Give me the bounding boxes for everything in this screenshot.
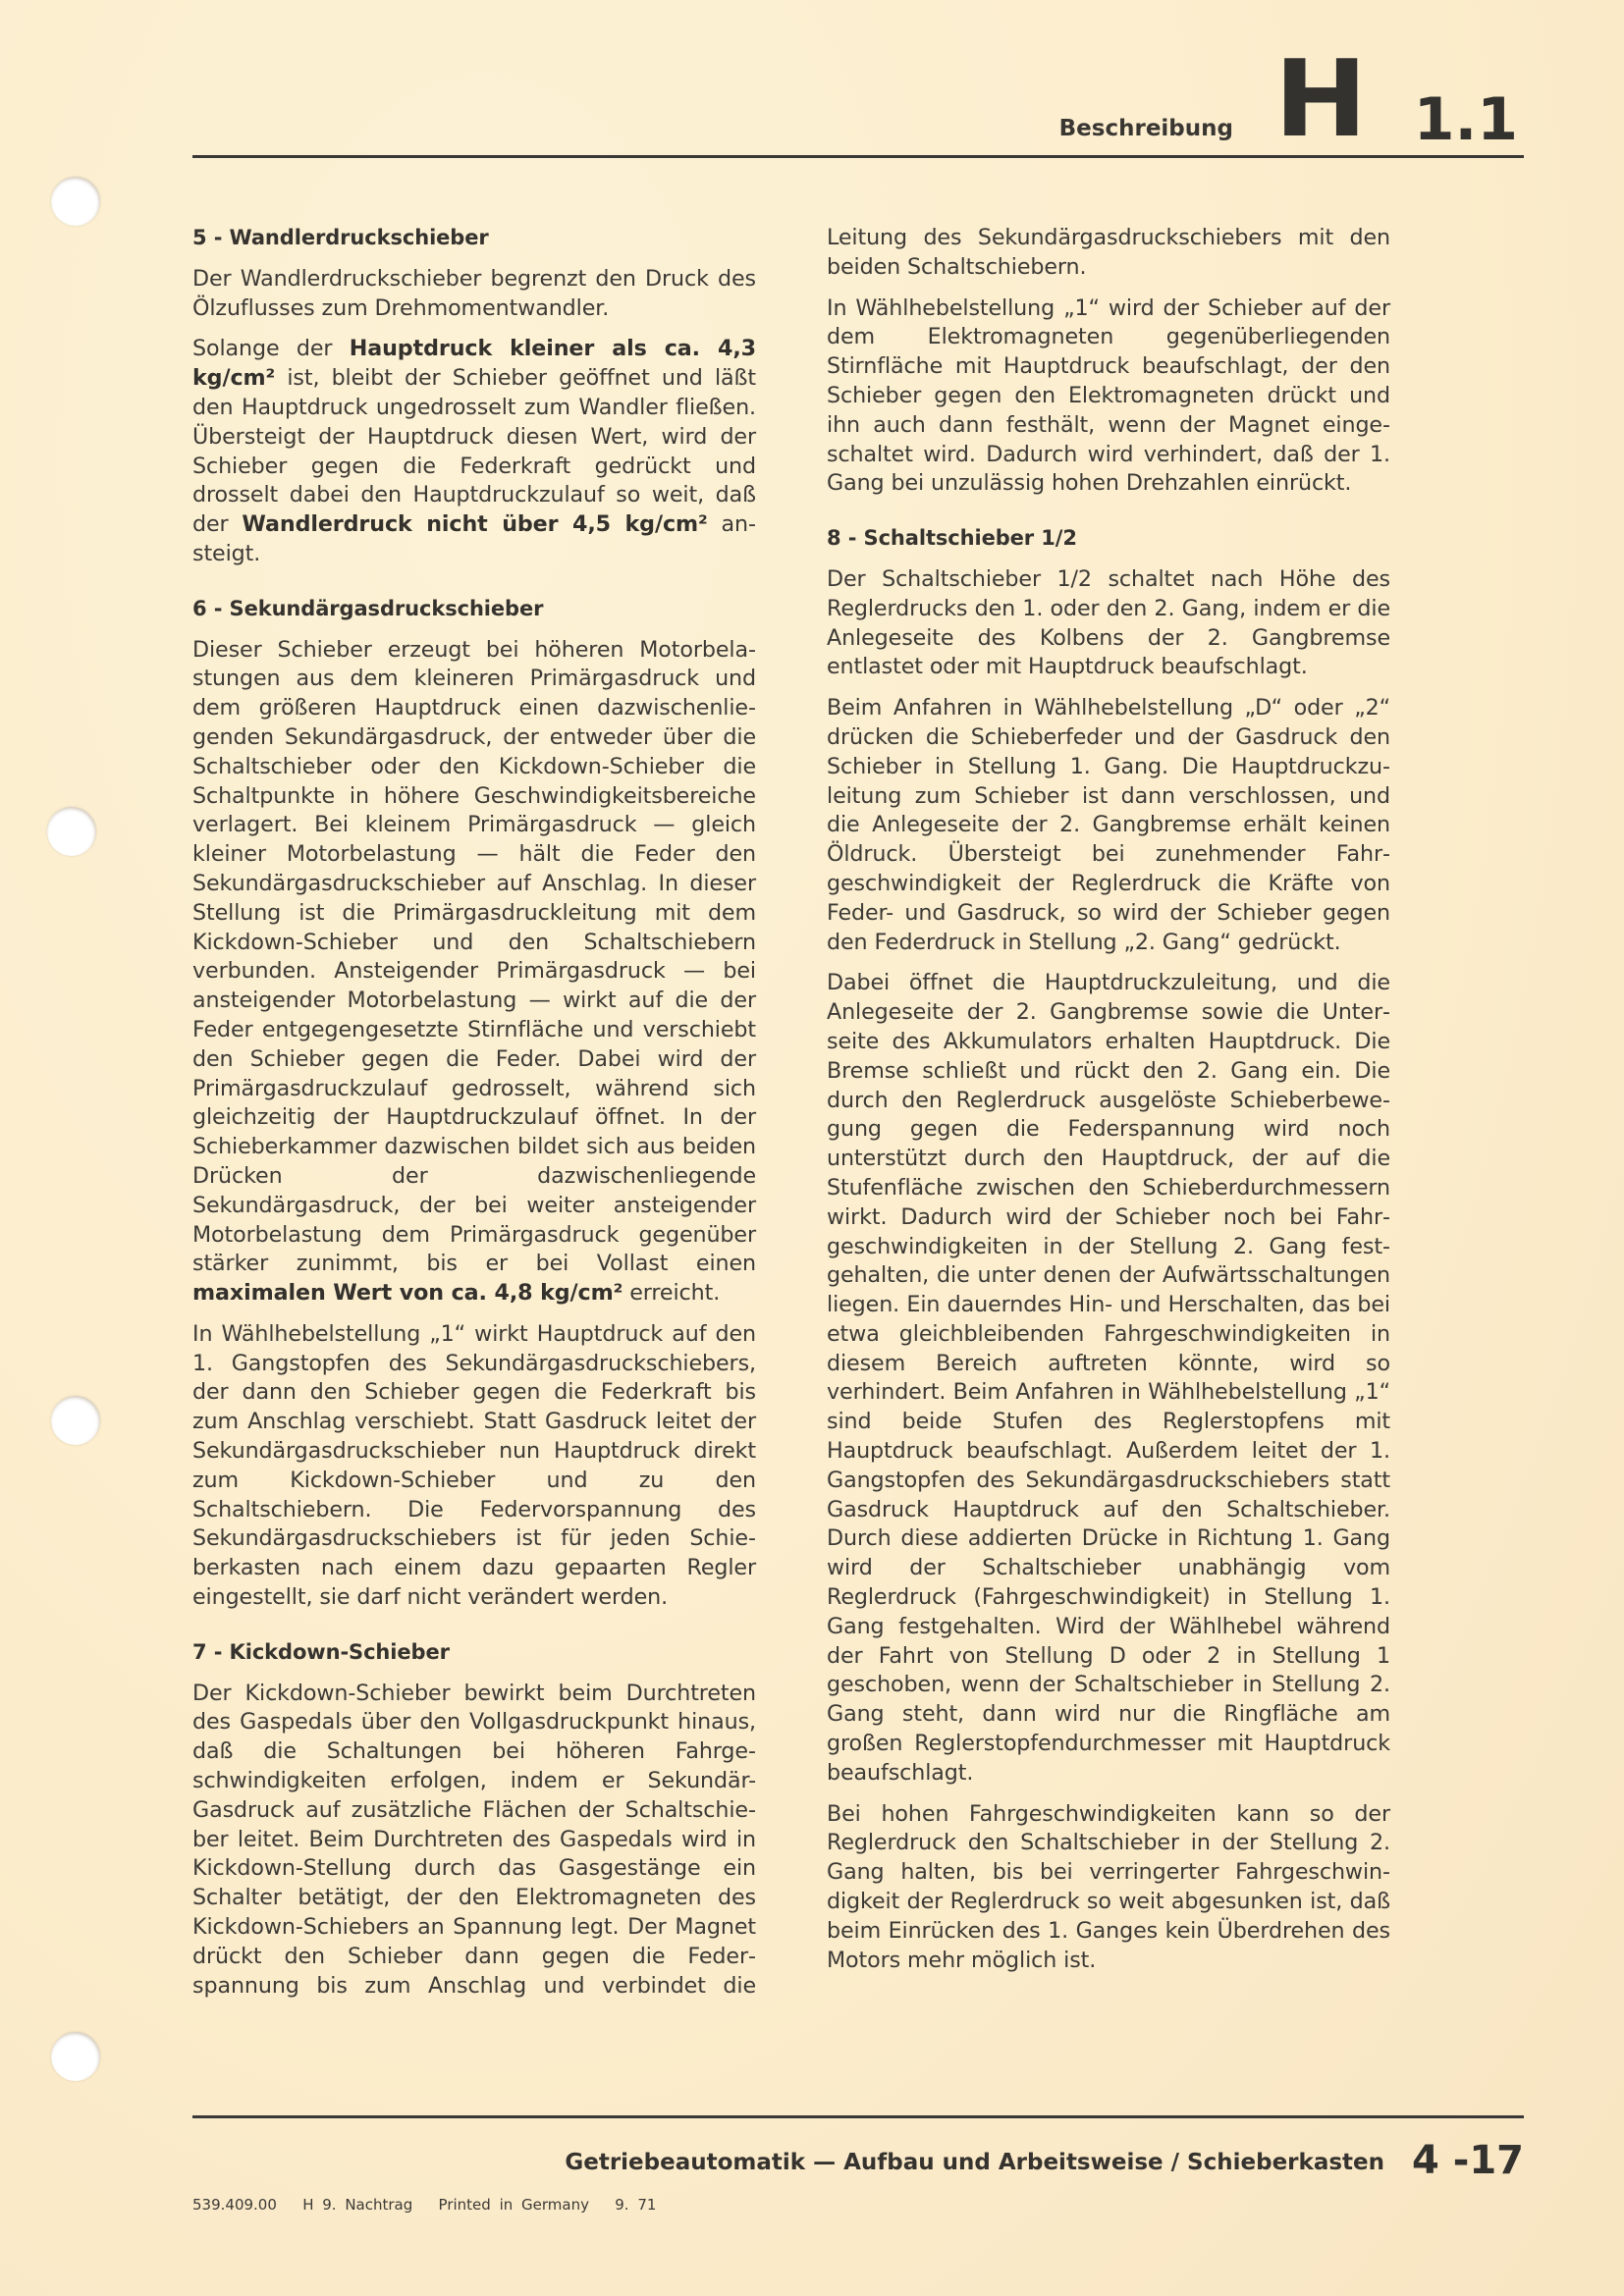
paragraph: In Wählhebelstellung „1“ wird der Schieber auf der dem Elektromagneten gegenüberliegenden Stirnfläche mit Hauptdruck beaufschlagt, der den Schieber gegen den Elektromagneten drückt und ihn auch dann festhält, wenn der Magnet eingeschaltet wird. Dadurch wird verhindert, daß der 1. Gang bei unzulässig hohen Drehzahlen einrückt. xyxy=(827,294,1390,497)
left-column xyxy=(192,224,756,2026)
header-section-letter: H xyxy=(1273,38,1368,161)
punch-hole-4 xyxy=(51,2032,100,2081)
emphasis-text: maximalen Wert von ca. 4,8 kg/cm² xyxy=(192,1280,623,1307)
footer-title: Getriebeautomatik — Aufbau und Arbeitsweise / Schieberkasten xyxy=(565,2150,1384,2175)
paragraph: Bei hohen Fahrgeschwindigkeiten kann so der Reglerdruck den Schaltschieber in der Stellung 2. Gang halten, bis bei verringerter Fahrgeschwindigkeit der Reglerdruck so weit abgesunken ist, daß beim Einrücken des 1. Ganges kein Überdrehen des Motors mehr möglich ist. xyxy=(827,1800,1390,1973)
section-heading: 8 - Schaltschieber 1/2 xyxy=(827,526,1077,551)
section-5 xyxy=(192,224,756,569)
text-run: Solange der xyxy=(192,336,350,362)
paragraph xyxy=(192,636,756,1308)
section-heading: 7 - Kickdown-Schieber xyxy=(192,1639,450,1664)
print-metadata: 539.409.00 H 9. Nachtrag Printed in Germany 9. 71 xyxy=(192,2196,657,2214)
paragraph: Beim Anfahren in Wählhebelstellung „D“ oder „2“ drücken die Schieberfeder und der Gasdruck den Schieber in Stellung 1. Gang. Die Hauptdruckzuleitung zum Schieber ist dann verschlossen, und die Anlegeseite der 2. Gangbremse erhält keinen Öldruck. Übersteigt bei zunehmender Fahrgeschwindigkeit der Reglerdruck die Kräfte von Feder- und Gasdruck, so wird der Schieber gegen den Federdruck in Stellung „2. Gang“ gedrückt. xyxy=(827,695,1390,955)
page-number: 4 -17 xyxy=(1411,2138,1524,2183)
paragraph: Der Schaltschieber 1/2 schaltet nach Höhe des Reglerdrucks den 1. oder den 2. Gang, indem er die Anlegeseite des Kolbens der 2. Gangbremse entlastet oder mit Hauptdruck beaufschlagt. xyxy=(827,565,1390,680)
section-6 xyxy=(192,595,756,1613)
footer-divider xyxy=(192,2115,1524,2118)
section-heading: 5 - Wandlerdruckschieber xyxy=(192,226,489,249)
text-run: Dieser Schieber erzeugt bei höheren Motorbelastungen aus dem kleineren Primärgasdruck und dem größeren Hauptdruck einen dazwischenliegenden Sekundärgasdruck, der entweder über die Schaltschieber oder den Kickdown-Schieber die Schaltpunkte in höhere Geschwindigkeitsbereiche verlagert. Bei kleinem Primärgasdruck — gleich kleiner Motorbelastung — hält die Feder den Sekundärgasdruckschieber auf Anschlag. In dieser Stellung ist die Primärgasdruckleitung mit dem Kickdown-Schieber und den Schaltschiebern verbunden. Ansteigender Primärgasdruck — bei ansteigender Motorbelastung — wirkt auf die der Feder entgegengesetzte Stirnfläche und verschiebt den Schieber gegen die Feder. Dabei wird der Primärgasdruckzulauf gedrosselt, während sich gleichzeitig der Hauptdruckzulauf öffnet. In der Schieberkammer dazwischen bildet sich aus beiden Drücken der dazwischenliegende Sekundärgasdruck, der bei weiter ansteigender Motorbelastung dem Primärgasdruck gegenüber stärker zunimmt, bis er bei Vollast einen xyxy=(192,636,756,1277)
right-column xyxy=(827,224,1390,2001)
paragraph: Der Wandlerdruckschieber begrenzt den Druck des Ölzuflusses zum Drehmomentwandler. xyxy=(192,265,756,321)
paragraph: Der Kickdown-Schieber bewirkt beim Durchtreten des Gaspedals über den Vollgasdruckpunkt hinaus, daß die Schaltungen bei höheren Fahrgeschwindigkeiten erfolgen, indem er Sekundär-Gasdruck auf zusätzliche Flächen der Schaltschieber leitet. Beim Durchtreten des Gaspedals wird in Kickdown-Stellung durch das Gasgestänge ein Schalter betätigt, der den Elektromagneten des Kickdown-Schiebers an Spannung legt. Der Magnet drückt den Schieber dann gegen die Federspannung bis zum Anschlag und verbindet die xyxy=(192,1680,756,1999)
paragraph: In Wählhebelstellung „1“ wirkt Hauptdruck auf den 1. Gangstopfen des Sekundärgasdruckschiebers, der dann den Schieber gegen die Federkraft bis zum Anschlag verschiebt. Statt Gasdruck leitet der Sekundärgasdruckschieber nun Hauptdruck direkt zum Kickdown-Schieber und zu den Schaltschiebern. Die Federvorspannung des Sekundärgasdruckschiebers ist für jeden Schieberkasten nach einem dazu gepaarten Regler eingestellt, sie darf nicht verändert werden. xyxy=(192,1320,756,1611)
paragraph-continuation: Leitung des Sekundärgasdruckschiebers mit den beiden Schaltschiebern. xyxy=(827,225,1390,280)
paragraph: Dabei öffnet die Hauptdruckzuleitung, und die Anlegeseite der 2. Gangbremse sowie die Unterseite des Akkumulators erhalten Hauptdruck. Die Bremse schließt und rückt den 2. Gang ein. Die durch den Reglerdruck ausgelöste Schieberbewegung gegen die Federspannung wird noch unterstützt durch den Hauptdruck, der auf die Stufenfläche zwischen den Schieberdurchmessern wirkt. Dadurch wird der Schieber noch bei Fahrgeschwindigkeiten in der Stellung 2. Gang festgehalten, die unter denen der Aufwärtsschaltungen liegen. Ein dauerndes Hin- und Herschalten, das bei etwa gleichbleibenden Fahrgeschwindigkeiten in diesem Bereich auftreten könnte, wird so verhindert. Beim Anfahren in Wählhebelstellung „1“ sind beide Stufen des Reglerstopfens mit Hauptdruck beaufschlagt. Außerdem leitet der 1. Gangstopfen des Sekundärgasdruckschiebers statt Gasdruck Hauptdruck auf den Schaltschieber. Durch diese addierten Drücke in Richtung 1. Gang wird der Schaltschieber unabhängig vom Reglerdruck (Fahrgeschwindigkeit) in Stellung 1. Gang festgehalten. Wird der Wählhebel während der Fahrt von Stellung D oder 2 in Stellung 1 geschoben, wenn der Schaltschieber in Stellung 2. Gang steht, dann wird nur die Ringfläche am großen Reglerstopfendurchmesser mit Hauptdruck beaufschlagt. xyxy=(827,970,1390,1786)
text-run: erreicht. xyxy=(623,1280,721,1307)
text-run: ist, bleibt der Schieber geöffnet und läßt den Hauptdruck ungedrosselt zum Wandler fließen. Übersteigt der Hauptdruck diesen Wert, wird der Schieber gegen die Federkraft gedrückt und drosselt dabei den Hauptdruckzulauf so weit, daß der xyxy=(192,365,756,538)
emphasis-text: Hauptdruck kleiner als ca. 4,3 kg/cm² xyxy=(192,336,756,392)
section-heading: 6 - Sekundärgasdruckschieber xyxy=(192,596,544,620)
text-run: ansteigt. xyxy=(192,511,756,566)
page-header xyxy=(192,38,1524,161)
section-7 xyxy=(192,1638,756,2002)
emphasis-text: Wandlerdruck nicht über 4,5 kg/cm² xyxy=(242,511,708,538)
punch-hole-2 xyxy=(47,807,96,856)
header-section-number: 1.1 xyxy=(1413,85,1518,154)
header-label: Beschreibung xyxy=(1058,116,1233,141)
section-8 xyxy=(827,524,1390,1975)
punch-hole-1 xyxy=(51,177,100,226)
paragraph xyxy=(192,335,756,568)
punch-hole-3 xyxy=(51,1396,100,1445)
